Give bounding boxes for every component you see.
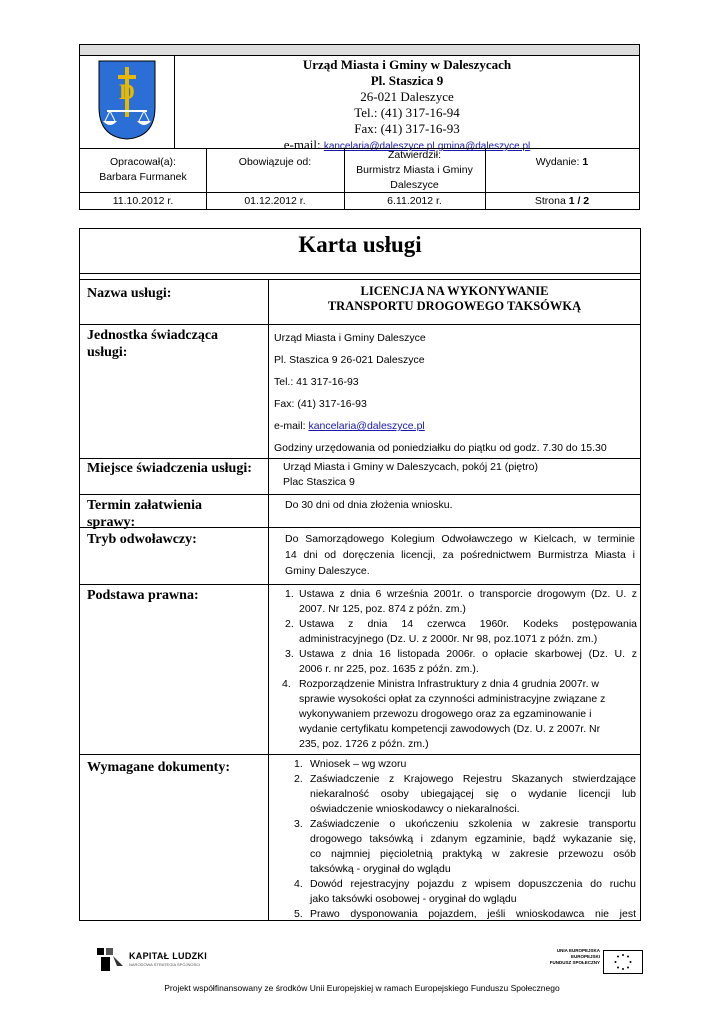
doc-line: drogowego taksówką i zdanym egzaminie, bądź wykazanie się, [310, 833, 636, 845]
item-number: 3. [285, 648, 294, 660]
eu-text: FUNDUSZ SPOŁECZNY [549, 960, 600, 965]
unit-fax: Fax: (41) 317-16-93 [274, 398, 367, 410]
service-name-line: LICENCJA NA WYKONYWANIE [360, 284, 549, 298]
doc-line: co najmniej pięcioletnią praktyką w zakresie przewozu osób [310, 848, 636, 860]
deadline-label [87, 497, 202, 531]
legal-line: Rozporządzenie Ministra Infrastruktury z dnia 4 grudnia 2007r. w [299, 678, 599, 690]
approved-by-1: Burmistrz Miasta i Gminy [356, 164, 473, 176]
required-doc-item [288, 757, 636, 772]
eu-text: EUROPEJSKI [570, 954, 600, 959]
email-link-kancelaria[interactable]: kancelaria@daleszyce.pl [323, 141, 435, 152]
unit-email-line [274, 415, 636, 437]
edition-cell [485, 155, 639, 170]
logo-text: KAPITAŁ LUDZKI [129, 951, 208, 961]
doc-line: Prawo dysponowania pojazdem, jeśli wnioskodawca nie jest [310, 908, 636, 920]
doc-line: oświadczenie wnioskodawcy o niekaralności. [310, 803, 520, 815]
approved-date: 6.11.2012 r. [387, 195, 442, 207]
row-divider [80, 273, 640, 274]
doc-line: Zaświadczenie z Krajowego Rejestru Skazanych stwierdzające [310, 773, 636, 785]
deadline-label-line: Termin załatwienia [87, 498, 202, 513]
doc-line: Zaświadczenie o ukończeniu szkolenia w zakresie transportu [310, 818, 636, 830]
legal-line: administracyjnego (Dz. U. z 2000r. Nr 98, poz.1071 z późn. zm.) [299, 633, 598, 645]
appeal-line: Gminy Daleszyce. [285, 565, 370, 577]
appeal-value [285, 531, 635, 579]
item-number: 2. [294, 773, 303, 785]
legal-basis-item [282, 677, 637, 752]
place-line: Urząd Miasta i Gminy w Daleszycach, pokój 21 (piętro) [283, 461, 539, 473]
required-docs-list [288, 757, 636, 922]
approved-label: Zatwierdził: [387, 149, 442, 161]
office-name: Urząd Miasta i Gminy w Daleszycach [302, 57, 512, 72]
service-name-line: TRANSPORTU DROGOWEGO TAKSÓWKĄ [327, 299, 582, 313]
office-fax: Fax: (41) 317-16-93 [354, 121, 460, 136]
unit-name: Urząd Miasta i Gminy Daleszyce [274, 332, 426, 344]
card-title: Karta usługi [298, 232, 422, 257]
required-doc-item [288, 817, 636, 877]
row-divider [80, 584, 640, 585]
page-label: Strona [534, 195, 566, 207]
item-number: 3. [294, 818, 303, 830]
required-doc-item [288, 907, 636, 922]
office-address [175, 57, 639, 155]
office-tel: Tel.: (41) 317-16-94 [354, 105, 460, 120]
unit-label-line: Jednostka świadcząca [87, 328, 219, 343]
legal-basis-item [285, 617, 637, 647]
edition-label: Wydanie: [535, 156, 580, 168]
office-street: Pl. Staszica 9 [370, 73, 444, 88]
page-number [485, 194, 639, 209]
appeal-label: Tryb odwoławczy: [87, 532, 197, 547]
coat-of-arms-icon [97, 59, 157, 141]
appeal-line: Do Samorządowego Kolegium Odwoławczego w Kielcach, w terminie [285, 533, 635, 545]
unit-label [87, 327, 218, 361]
edition-value: 1 [582, 156, 589, 168]
approved-by-cell [344, 148, 485, 193]
kapital-ludzki-icon [95, 944, 125, 974]
legal-line: 2007. Nr 125, poz. 874 z późn. zm.) [299, 603, 466, 615]
eu-flag [603, 950, 643, 974]
legal-basis-list [282, 587, 637, 752]
column-divider [268, 279, 269, 920]
doc-line: taksówką - oryginał do wglądu [310, 863, 451, 875]
doc-line: Wniosek – wg wzoru [310, 758, 407, 770]
doc-line: jako taksówki osobowej - oryginał do wglądu [310, 893, 517, 905]
item-number: 4. [282, 678, 291, 690]
page-value: 1 / 2 [568, 195, 590, 207]
place-value [283, 460, 633, 490]
logo-cell [80, 55, 175, 148]
document-header [79, 44, 640, 210]
row-divider [80, 754, 640, 755]
required-doc-item [288, 772, 636, 817]
legal-basis-item [285, 647, 637, 677]
eu-text: UNIA EUROPEJSKA [556, 948, 600, 953]
place-line: Plac Staszica 9 [283, 476, 355, 488]
unit-hours: Godziny urzędowania od poniedziałku do piątku od godz. 7.30 do 15.30 [274, 442, 607, 454]
required-doc-item [288, 877, 636, 907]
prepared-label: Opracował(a): [110, 156, 176, 168]
unit-details [274, 327, 636, 459]
kapital-ludzki-logo [95, 944, 235, 974]
legal-line: Ustawa z dnia 16 listopada 2006r. o opłacie skarbowej (Dz. U. z [299, 648, 637, 660]
eu-stars-icon [604, 951, 642, 973]
row-divider [80, 494, 640, 495]
unit-tel: Tel.: 41 317-16-93 [274, 376, 359, 388]
item-number: 1. [285, 588, 294, 600]
email-label: e-mail: [283, 137, 321, 152]
service-name-value [269, 284, 640, 314]
email-link-gmina[interactable]: gmina@daleszyce.pl [437, 141, 531, 152]
doc-line: niekaralność osoby ubiegającej się o wydanie licencji lub [310, 788, 636, 800]
unit-label-line: usługi: [87, 345, 128, 360]
legal-line: wydanie certyfikatu kompetencji zawodowych (Dz. U. z 2007r. Nr [299, 723, 601, 735]
item-number: 4. [294, 878, 303, 890]
item-number: 5. [294, 908, 303, 920]
legal-line: Ustawa z dnia 6 września 2001r. o transporcie drogowym (Dz. U. z [299, 588, 637, 600]
legal-line: wykonywaniem przewozu drogowego oraz za egzaminowanie i [299, 708, 592, 720]
effective-label: Obowiązuje od: [238, 156, 312, 168]
legal-basis-item [285, 587, 637, 617]
appeal-line: 14 dni od doręczenia licencji, za pośrednictwem Burmistrza Miasta i [285, 549, 635, 561]
service-card [79, 228, 641, 921]
legal-line: Ustawa z dnia 14 czerwca 1960r. Kodeks postępowania [299, 618, 637, 630]
unit-email-label: e-mail: [274, 420, 306, 432]
effective-date: 01.12.2012 r. [244, 195, 306, 207]
service-name-label: Nazwa usługi: [87, 286, 172, 301]
item-number: 2. [285, 618, 294, 630]
legal-line: sprawie wysokości opłat za czynności administracyjne związane z [299, 693, 606, 705]
row-divider [80, 279, 640, 280]
cofinance-note: Projekt współfinansowany ze środków Unii Europejskiej w ramach Europejskiego Funduszu Społecznego [164, 983, 560, 993]
deadline-label-line: sprawy: [87, 515, 136, 530]
item-number: 1. [294, 758, 303, 770]
prepared-name: Barbara Furmanek [99, 171, 187, 183]
svg-text:D: D [119, 79, 135, 104]
effective-from-cell [206, 155, 344, 170]
row-divider [80, 324, 640, 325]
approved-by-2: Daleszyce [390, 179, 439, 191]
doc-line: Dowód rejestracyjny pojazdu z wpisem dopuszczenia do ruchu [310, 878, 636, 890]
row-divider [80, 458, 640, 459]
required-docs-label: Wymagane dokumenty: [87, 760, 230, 775]
unit-email-link[interactable]: kancelaria@daleszyce.pl [308, 420, 425, 432]
eu-text-block [540, 948, 600, 972]
logo-subtext: NARODOWA STRATEGIA SPÓJNOŚCI [129, 962, 201, 967]
deadline-value: Do 30 dni od dnia złożenia wniosku. [285, 499, 453, 511]
row-divider [80, 527, 640, 528]
legal-line: 2006 r. nr 225, poz. 1635 z późn. zm.). [299, 663, 479, 675]
place-label: Miejsce świadczenia usługi: [87, 461, 252, 476]
legal-line: 235, poz. 1726 z późn. zm.) [299, 738, 429, 750]
office-city: 26-021 Daleszyce [360, 89, 454, 104]
unit-address: Pl. Staszica 9 26-021 Daleszyce [274, 354, 425, 366]
prepared-by-cell [80, 155, 206, 185]
legal-basis-label: Podstawa prawna: [87, 588, 199, 603]
prepared-date: 11.10.2012 r. [112, 195, 174, 207]
